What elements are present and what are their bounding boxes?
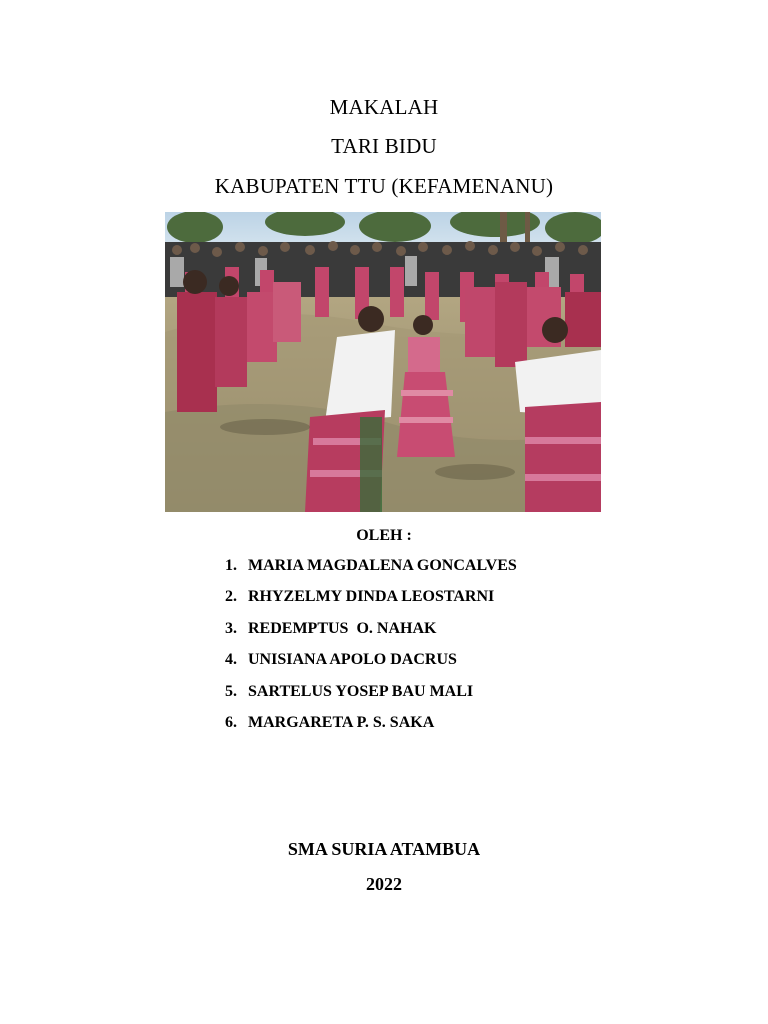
list-number: 3. (225, 619, 237, 637)
document-subtitle: TARI BIDU (331, 134, 437, 158)
document-region: KABUPATEN TTU (KEFAMENANU) (214, 174, 554, 198)
author-name: SARTELUS YOSEP BAU MALI (248, 682, 474, 700)
author-name: UNISIANA APOLO DACRUS (248, 651, 457, 669)
list-number: 2. (225, 588, 237, 606)
list-number: 5. (225, 682, 237, 700)
list-item (225, 683, 517, 714)
author-list (225, 557, 517, 745)
document-title: MAKALAH (329, 95, 439, 119)
author-name: MARGARETA P. S. SAKA (248, 713, 435, 731)
list-number: 1. (225, 557, 237, 574)
author-name: RHYZELMY DINDA LEOSTARNI (248, 588, 495, 606)
authors-heading: OLEH : (356, 527, 412, 544)
list-item (225, 557, 517, 588)
school-name: SMA SURIA ATAMBUA (287, 839, 481, 859)
year: 2022 (366, 874, 402, 894)
author-name: MARIA MAGDALENA GONCALVES (248, 557, 517, 574)
author-name: REDEMPTUS O. NAHAK (248, 619, 437, 637)
list-item (225, 588, 517, 619)
cover-photo (165, 212, 601, 512)
list-number: 6. (225, 713, 237, 731)
list-item (225, 651, 517, 682)
list-item (225, 714, 517, 745)
list-number: 4. (225, 651, 237, 669)
list-item (225, 620, 517, 651)
